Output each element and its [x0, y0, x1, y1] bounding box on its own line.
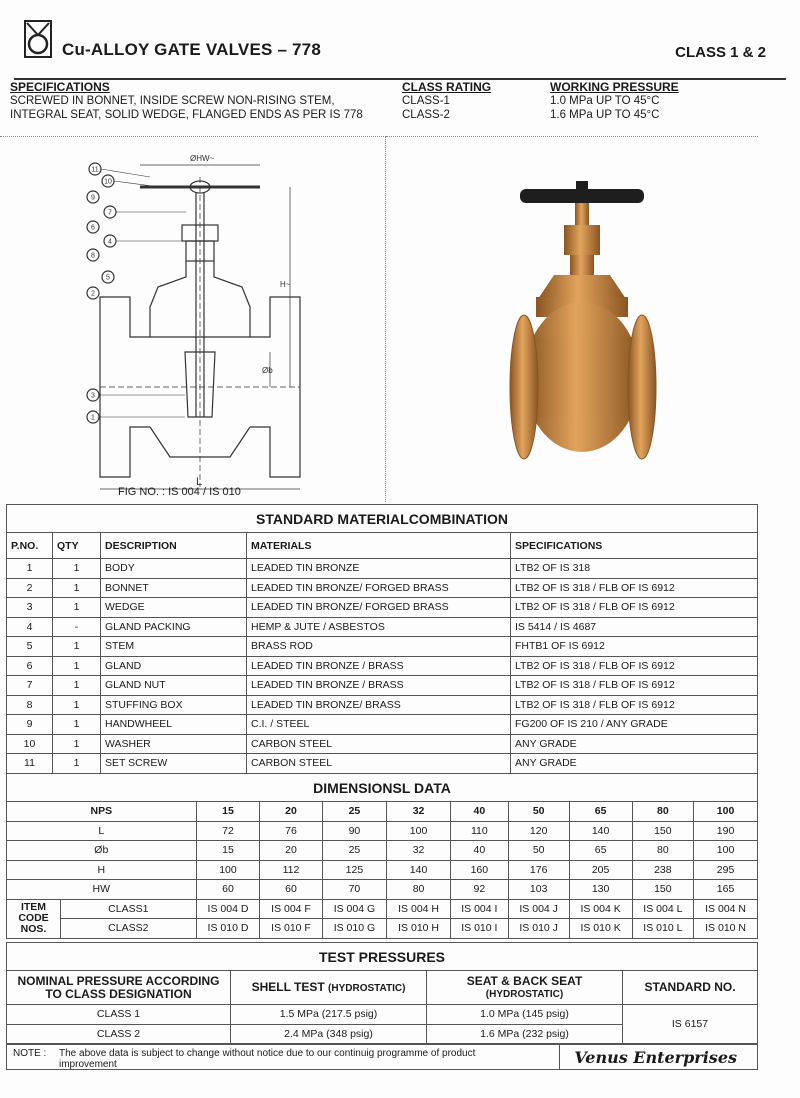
table-cell: BRASS ROD	[247, 637, 511, 657]
shell-test-header	[231, 971, 427, 1005]
gate-valve-icon	[386, 137, 758, 503]
table-row	[7, 617, 758, 637]
table-cell: LTB2 OF IS 318 / FLB OF IS 6912	[511, 598, 758, 618]
dimension-value: 92	[450, 880, 508, 900]
class-rating-heading: CLASS RATING	[402, 80, 492, 94]
dimension-value: 100	[196, 860, 260, 880]
item-code-label-line: CODE	[18, 912, 49, 924]
table-cell: FG200 OF IS 210 / ANY GRADE	[511, 715, 758, 735]
table-row	[7, 841, 758, 861]
item-code-class: CLASS1	[61, 899, 197, 919]
table-cell: BONNET	[101, 578, 247, 598]
table-cell: 6	[7, 656, 53, 676]
callout-label: 3	[91, 392, 95, 400]
table-cell: STEM	[101, 637, 247, 657]
table-cell: ANY GRADE	[511, 734, 758, 754]
dimension-value: 176	[508, 860, 569, 880]
item-code-value: IS 004 G	[322, 899, 387, 919]
table-cell: STUFFING BOX	[101, 695, 247, 715]
callout-label: 9	[91, 194, 95, 202]
item-code-value: IS 010 F	[260, 919, 322, 939]
table-row	[7, 676, 758, 696]
table-cell: LEADED TIN BRONZE/ BRASS	[247, 695, 511, 715]
dimension-value: 140	[387, 860, 451, 880]
working-pressure-heading: WORKING PRESSURE	[550, 80, 679, 94]
nominal-pressure-header: NOMINAL PRESSURE ACCORDING TO CLASS DESIGNATION	[7, 971, 231, 1005]
nps-header: NPS	[7, 802, 197, 822]
class-label: CLASS 1 & 2	[675, 44, 766, 61]
table-row	[7, 899, 758, 919]
dimension-value: 238	[632, 860, 694, 880]
item-code-value: IS 004 D	[196, 899, 260, 919]
dimension-value: 60	[260, 880, 322, 900]
table-cell: IS 5414 / IS 4687	[511, 617, 758, 637]
technical-drawing	[0, 136, 386, 502]
footer-note	[6, 1044, 758, 1070]
dimension-value: 160	[450, 860, 508, 880]
dimension-label: H	[7, 860, 197, 880]
dimension-value: 25	[322, 841, 387, 861]
class-rating-value: CLASS-2	[402, 109, 450, 121]
item-code-value: IS 010 H	[387, 919, 451, 939]
dimension-value: 20	[260, 841, 322, 861]
material-table	[6, 504, 758, 774]
seat-test-header	[427, 971, 623, 1005]
dimension-value: 76	[260, 821, 322, 841]
dimension-label: L	[7, 821, 197, 841]
note-text: The above data is subject to change without notice due to our continuig programme of product improvement	[59, 1048, 476, 1070]
dimension-value: 295	[694, 860, 758, 880]
item-code-label	[7, 899, 61, 938]
table-row	[7, 656, 758, 676]
dimension-value: 205	[569, 860, 632, 880]
dim-label-b: Øb	[262, 366, 273, 375]
table-row	[7, 695, 758, 715]
item-code-value: IS 010 D	[196, 919, 260, 939]
table-row	[7, 559, 758, 579]
figure-caption: FIG NO. : IS 004 / IS 010	[118, 486, 241, 498]
table-cell: BODY	[101, 559, 247, 579]
shell-test-cell: 2.4 MPa (348 psig)	[231, 1024, 427, 1044]
table-cell: 1	[53, 715, 101, 735]
nps-value: 80	[632, 802, 694, 822]
item-code-value: IS 004 I	[450, 899, 508, 919]
item-code-value: IS 004 F	[260, 899, 322, 919]
shell-test-sub: (HYDROSTATIC)	[328, 982, 406, 994]
table-cell: 1	[53, 637, 101, 657]
dimensions-table-title: DIMENSIONSL DATA	[7, 774, 758, 802]
table-cell: LEADED TIN BRONZE	[247, 559, 511, 579]
dimension-value: 100	[694, 841, 758, 861]
item-code-value: IS 004 K	[569, 899, 632, 919]
dimension-value: 15	[196, 841, 260, 861]
column-header: QTY	[53, 533, 101, 559]
class-cell: CLASS 1	[7, 1005, 231, 1025]
item-code-value: IS 010 K	[569, 919, 632, 939]
item-code-value: IS 010 G	[322, 919, 387, 939]
seat-test-sub: (HYDROSTATIC)	[485, 988, 564, 1000]
table-cell: WASHER	[101, 734, 247, 754]
nps-value: 40	[450, 802, 508, 822]
table-cell: 1	[53, 578, 101, 598]
dimension-label: HW	[7, 880, 197, 900]
callout-label: 4	[108, 238, 112, 246]
table-cell: FHTB1 OF IS 6912	[511, 637, 758, 657]
callout-label: 1	[91, 414, 95, 422]
nps-value: 32	[387, 802, 451, 822]
dim-label-h: H~	[280, 280, 291, 289]
table-cell: LTB2 OF IS 318 / FLB OF IS 6912	[511, 578, 758, 598]
dimension-label: Øb	[7, 841, 197, 861]
table-row	[7, 821, 758, 841]
table-cell: CARBON STEEL	[247, 734, 511, 754]
dimension-value: 130	[569, 880, 632, 900]
table-cell: HEMP & JUTE / ASBESTOS	[247, 617, 511, 637]
dimension-value: 80	[387, 880, 451, 900]
table-cell: SET SCREW	[101, 754, 247, 774]
item-code-value: IS 004 H	[387, 899, 451, 919]
dimension-value: 40	[450, 841, 508, 861]
working-pressure-value: 1.6 MPa UP TO 45°C	[550, 109, 660, 121]
callout-label: 8	[91, 252, 95, 260]
working-pressure-block	[550, 80, 679, 122]
valve-drawing-icon	[0, 137, 386, 503]
dimension-value: 50	[508, 841, 569, 861]
table-cell: C.I. / STEEL	[247, 715, 511, 735]
class-rating-block	[402, 80, 491, 122]
nps-value: 100	[694, 802, 758, 822]
item-code-label-line: NOS.	[20, 923, 47, 935]
dimension-value: 100	[387, 821, 451, 841]
seat-test-cell: 1.6 MPa (232 psig)	[427, 1024, 623, 1044]
item-code-value: IS 010 L	[632, 919, 694, 939]
table-cell: 5	[7, 637, 53, 657]
callout-label: 10	[104, 178, 112, 186]
table-cell: 2	[7, 578, 53, 598]
table-cell: 11	[7, 754, 53, 774]
table-cell: GLAND NUT	[101, 676, 247, 696]
dimension-value: 70	[322, 880, 387, 900]
item-code-label-line: ITEM	[20, 901, 47, 913]
table-cell: LEADED TIN BRONZE / BRASS	[247, 656, 511, 676]
shell-test-label: SHELL TEST	[251, 979, 325, 994]
table-row	[7, 637, 758, 657]
nps-value: 50	[508, 802, 569, 822]
page-header	[14, 14, 786, 70]
table-cell: 1	[53, 754, 101, 774]
table-row	[7, 880, 758, 900]
table-cell: -	[53, 617, 101, 637]
nps-value: 65	[569, 802, 632, 822]
table-row	[7, 860, 758, 880]
dimension-value: 103	[508, 880, 569, 900]
nps-value: 25	[322, 802, 387, 822]
column-header: P.NO.	[7, 533, 53, 559]
table-cell: LEADED TIN BRONZE / BRASS	[247, 676, 511, 696]
table-cell: 1	[53, 559, 101, 579]
item-code-value: IS 004 N	[694, 899, 758, 919]
table-row	[7, 734, 758, 754]
table-cell: 1	[53, 656, 101, 676]
table-cell: 1	[53, 598, 101, 618]
table-cell: 7	[7, 676, 53, 696]
seat-test-cell: 1.0 MPa (145 psig)	[427, 1005, 623, 1025]
item-code-value: IS 010 I	[450, 919, 508, 939]
dimension-value: 112	[260, 860, 322, 880]
nps-value: 15	[196, 802, 260, 822]
dimension-value: 150	[632, 821, 694, 841]
company-logo-icon	[24, 20, 52, 58]
table-row	[7, 578, 758, 598]
table-cell: LTB2 OF IS 318 / FLB OF IS 6912	[511, 676, 758, 696]
table-cell: 9	[7, 715, 53, 735]
table-cell: CARBON STEEL	[247, 754, 511, 774]
dimension-value: 150	[632, 880, 694, 900]
class-rating-value: CLASS-1	[402, 95, 450, 107]
note-divider	[559, 1045, 560, 1069]
table-cell: 10	[7, 734, 53, 754]
table-cell: LEADED TIN BRONZE/ FORGED BRASS	[247, 598, 511, 618]
dimensions-table	[6, 773, 758, 939]
table-row	[7, 715, 758, 735]
dimension-value: 65	[569, 841, 632, 861]
table-cell: LEADED TIN BRONZE/ FORGED BRASS	[247, 578, 511, 598]
dimension-value: 72	[196, 821, 260, 841]
standard-header: STANDARD NO.	[623, 971, 758, 1005]
table-cell: GLAND	[101, 656, 247, 676]
dimension-value: 80	[632, 841, 694, 861]
table-row	[7, 754, 758, 774]
table-cell: 1	[53, 734, 101, 754]
item-code-value: IS 004 J	[508, 899, 569, 919]
item-code-value: IS 010 J	[508, 919, 569, 939]
table-row	[7, 919, 758, 939]
dimension-value: 120	[508, 821, 569, 841]
class-cell: CLASS 2	[7, 1024, 231, 1044]
test-pressures-table	[6, 942, 758, 1044]
table-cell: WEDGE	[101, 598, 247, 618]
dimension-value: 165	[694, 880, 758, 900]
standard-cell: IS 6157	[623, 1005, 758, 1044]
company-signature: Venus Enterprises	[574, 1048, 737, 1067]
callout-label: 7	[108, 209, 112, 217]
dim-label-l: L	[196, 476, 203, 488]
nps-value: 20	[260, 802, 322, 822]
specifications-heading: SPECIFICATIONS	[10, 80, 110, 94]
table-cell: LTB2 OF IS 318 / FLB OF IS 6912	[511, 695, 758, 715]
table-cell: GLAND PACKING	[101, 617, 247, 637]
page-title: Cu-ALLOY GATE VALVES – 778	[62, 40, 321, 59]
table-cell: 3	[7, 598, 53, 618]
dimension-value: 60	[196, 880, 260, 900]
callout-label: 11	[91, 166, 99, 174]
callout-label: 5	[106, 274, 110, 282]
dimension-value: 190	[694, 821, 758, 841]
table-cell: ANY GRADE	[511, 754, 758, 774]
table-cell: 1	[53, 695, 101, 715]
table-cell: LTB2 OF IS 318	[511, 559, 758, 579]
seat-test-label: SEAT & BACK SEAT	[466, 973, 583, 988]
table-row	[7, 598, 758, 618]
working-pressure-value: 1.0 MPa UP TO 45°C	[550, 95, 660, 107]
table-cell: 1	[53, 676, 101, 696]
item-code-value: IS 010 N	[694, 919, 758, 939]
column-header: MATERIALS	[247, 533, 511, 559]
dimension-value: 140	[569, 821, 632, 841]
valve-photo	[386, 136, 758, 502]
note-label: NOTE :	[13, 1048, 47, 1059]
table-cell: HANDWHEEL	[101, 715, 247, 735]
dimension-value: 32	[387, 841, 451, 861]
callout-label: 2	[91, 290, 95, 298]
callout-label: 6	[91, 224, 95, 232]
table-cell: 1	[7, 559, 53, 579]
dim-label-hw: ØHW~	[190, 154, 215, 163]
material-table-title: STANDARD MATERIALCOMBINATION	[7, 505, 758, 533]
specifications-text: SCREWED IN BONNET, INSIDE SCREW NON-RISING STEM, INTEGRAL SEAT, SOLID WEDGE, FLANGED ENDS AS PER IS 778	[10, 95, 363, 121]
dimension-value: 90	[322, 821, 387, 841]
table-cell: 8	[7, 695, 53, 715]
table-cell: LTB2 OF IS 318 / FLB OF IS 6912	[511, 656, 758, 676]
table-cell: 4	[7, 617, 53, 637]
specifications-block	[10, 80, 380, 122]
test-pressures-title: TEST PRESSURES	[7, 943, 758, 971]
dimension-value: 110	[450, 821, 508, 841]
item-code-value: IS 004 L	[632, 899, 694, 919]
shell-test-cell: 1.5 MPa (217.5 psig)	[231, 1005, 427, 1025]
dimension-value: 125	[322, 860, 387, 880]
column-header: SPECIFICATIONS	[511, 533, 758, 559]
item-code-class: CLASS2	[61, 919, 197, 939]
column-header: DESCRIPTION	[101, 533, 247, 559]
